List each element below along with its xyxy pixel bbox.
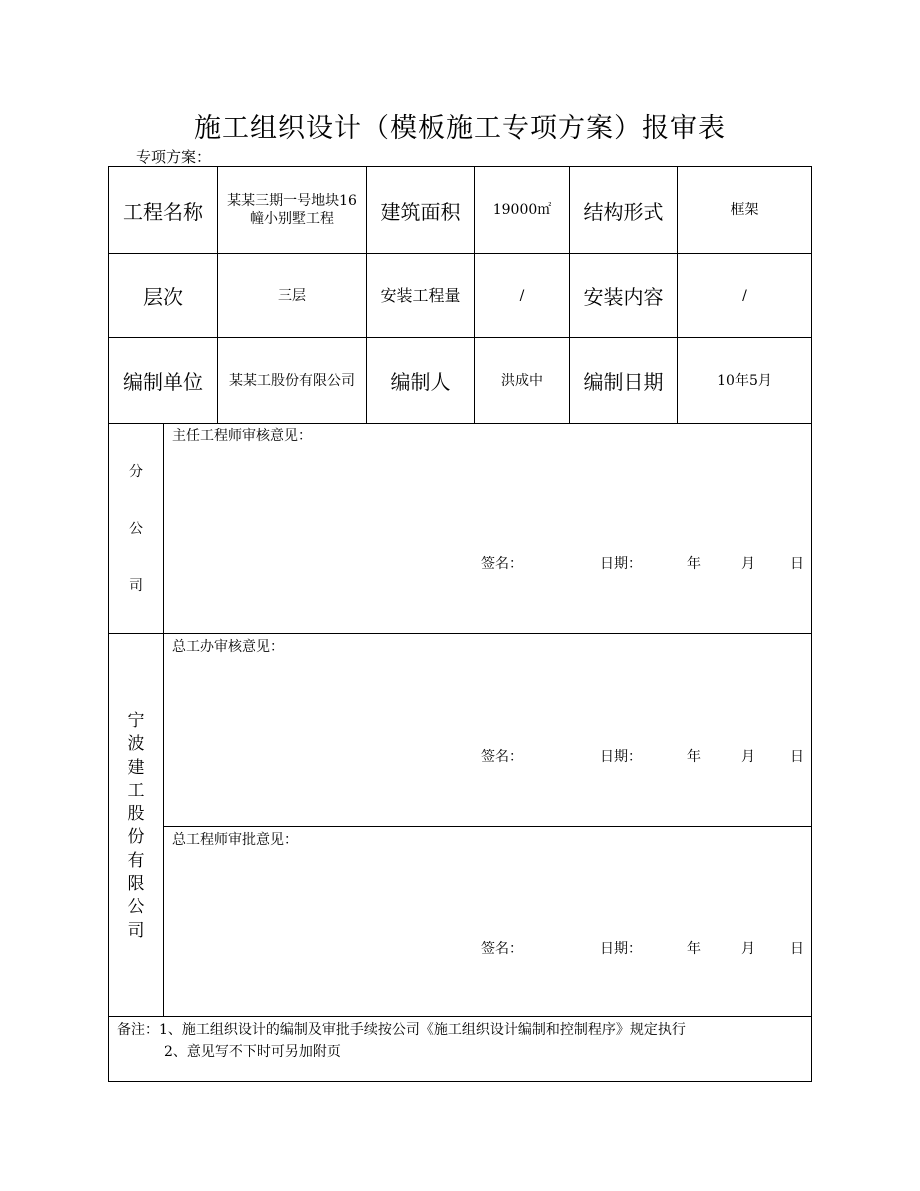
sign-label-3: 签名： — [481, 941, 523, 957]
compile-date-value: 10年5月 — [717, 372, 772, 389]
install-quantity-value: / — [519, 287, 525, 304]
building-area-value: 19000㎡ — [492, 202, 552, 218]
structure-type-value: 框架 — [730, 202, 759, 218]
compiler-unit-value: 某某工股份有限公司 — [229, 372, 355, 389]
special-plan-label: 专项方案： — [136, 148, 212, 166]
compiler-unit-label: 编制单位 — [123, 370, 203, 394]
date-label-2: 日期： — [600, 749, 642, 765]
compiler-value: 洪成中 — [501, 372, 543, 389]
note-line-1: 备注：1、施工组织设计的编制及审批手续按公司《施工组织设计编制和控制程序》规定执行 — [117, 1022, 686, 1038]
compile-date-label: 编制日期 — [583, 370, 664, 394]
page-title: 施工组织设计（模板施工专项方案）报审表 — [194, 113, 726, 144]
chief-engineer-approval-label: 总工程师审批意见： — [172, 832, 298, 848]
install-content-value: / — [742, 287, 747, 304]
sign-label-2: 签名： — [481, 749, 523, 765]
branch-char-2: 公 — [129, 521, 143, 537]
project-name-value: 某某三期一号地块16幢小别墅工程 — [227, 193, 357, 227]
install-quantity-label: 安装工程量 — [380, 285, 461, 305]
day-label-3: 日 — [790, 941, 804, 957]
year-label-2: 年 — [687, 749, 701, 765]
branch-char-1: 分 — [129, 464, 143, 480]
day-label-2: 日 — [790, 749, 804, 765]
compiler-label: 编制人 — [390, 370, 451, 394]
year-label-3: 年 — [687, 941, 701, 957]
install-content-label: 安装内容 — [583, 285, 664, 309]
date-label-1: 日期： — [600, 556, 642, 572]
month-label-3: 月 — [741, 941, 755, 957]
project-name-label: 工程名称 — [123, 199, 203, 224]
floors-value: 三层 — [278, 287, 306, 304]
chief-office-review-label: 总工办审核意见： — [172, 639, 284, 655]
year-label-1: 年 — [687, 556, 701, 572]
branch-char-3: 司 — [129, 578, 143, 594]
note-line-2: 2、意见写不下时可另加附页 — [164, 1044, 341, 1060]
floors-label: 层次 — [143, 285, 183, 309]
sign-label-1: 签名： — [481, 556, 523, 572]
company-name-vertical: 宁 波 建 工 股 份 有 限 公 司 — [127, 711, 145, 941]
structure-type-label: 结构形式 — [583, 199, 664, 224]
building-area-label: 建筑面积 — [380, 199, 461, 224]
month-label-1: 月 — [741, 556, 755, 572]
month-label-2: 月 — [741, 749, 755, 765]
date-label-3: 日期： — [600, 941, 642, 957]
approval-form-table — [108, 166, 812, 1082]
day-label-1: 日 — [790, 556, 804, 572]
chief-engineer-review-label: 主任工程师审核意见： — [172, 428, 312, 444]
